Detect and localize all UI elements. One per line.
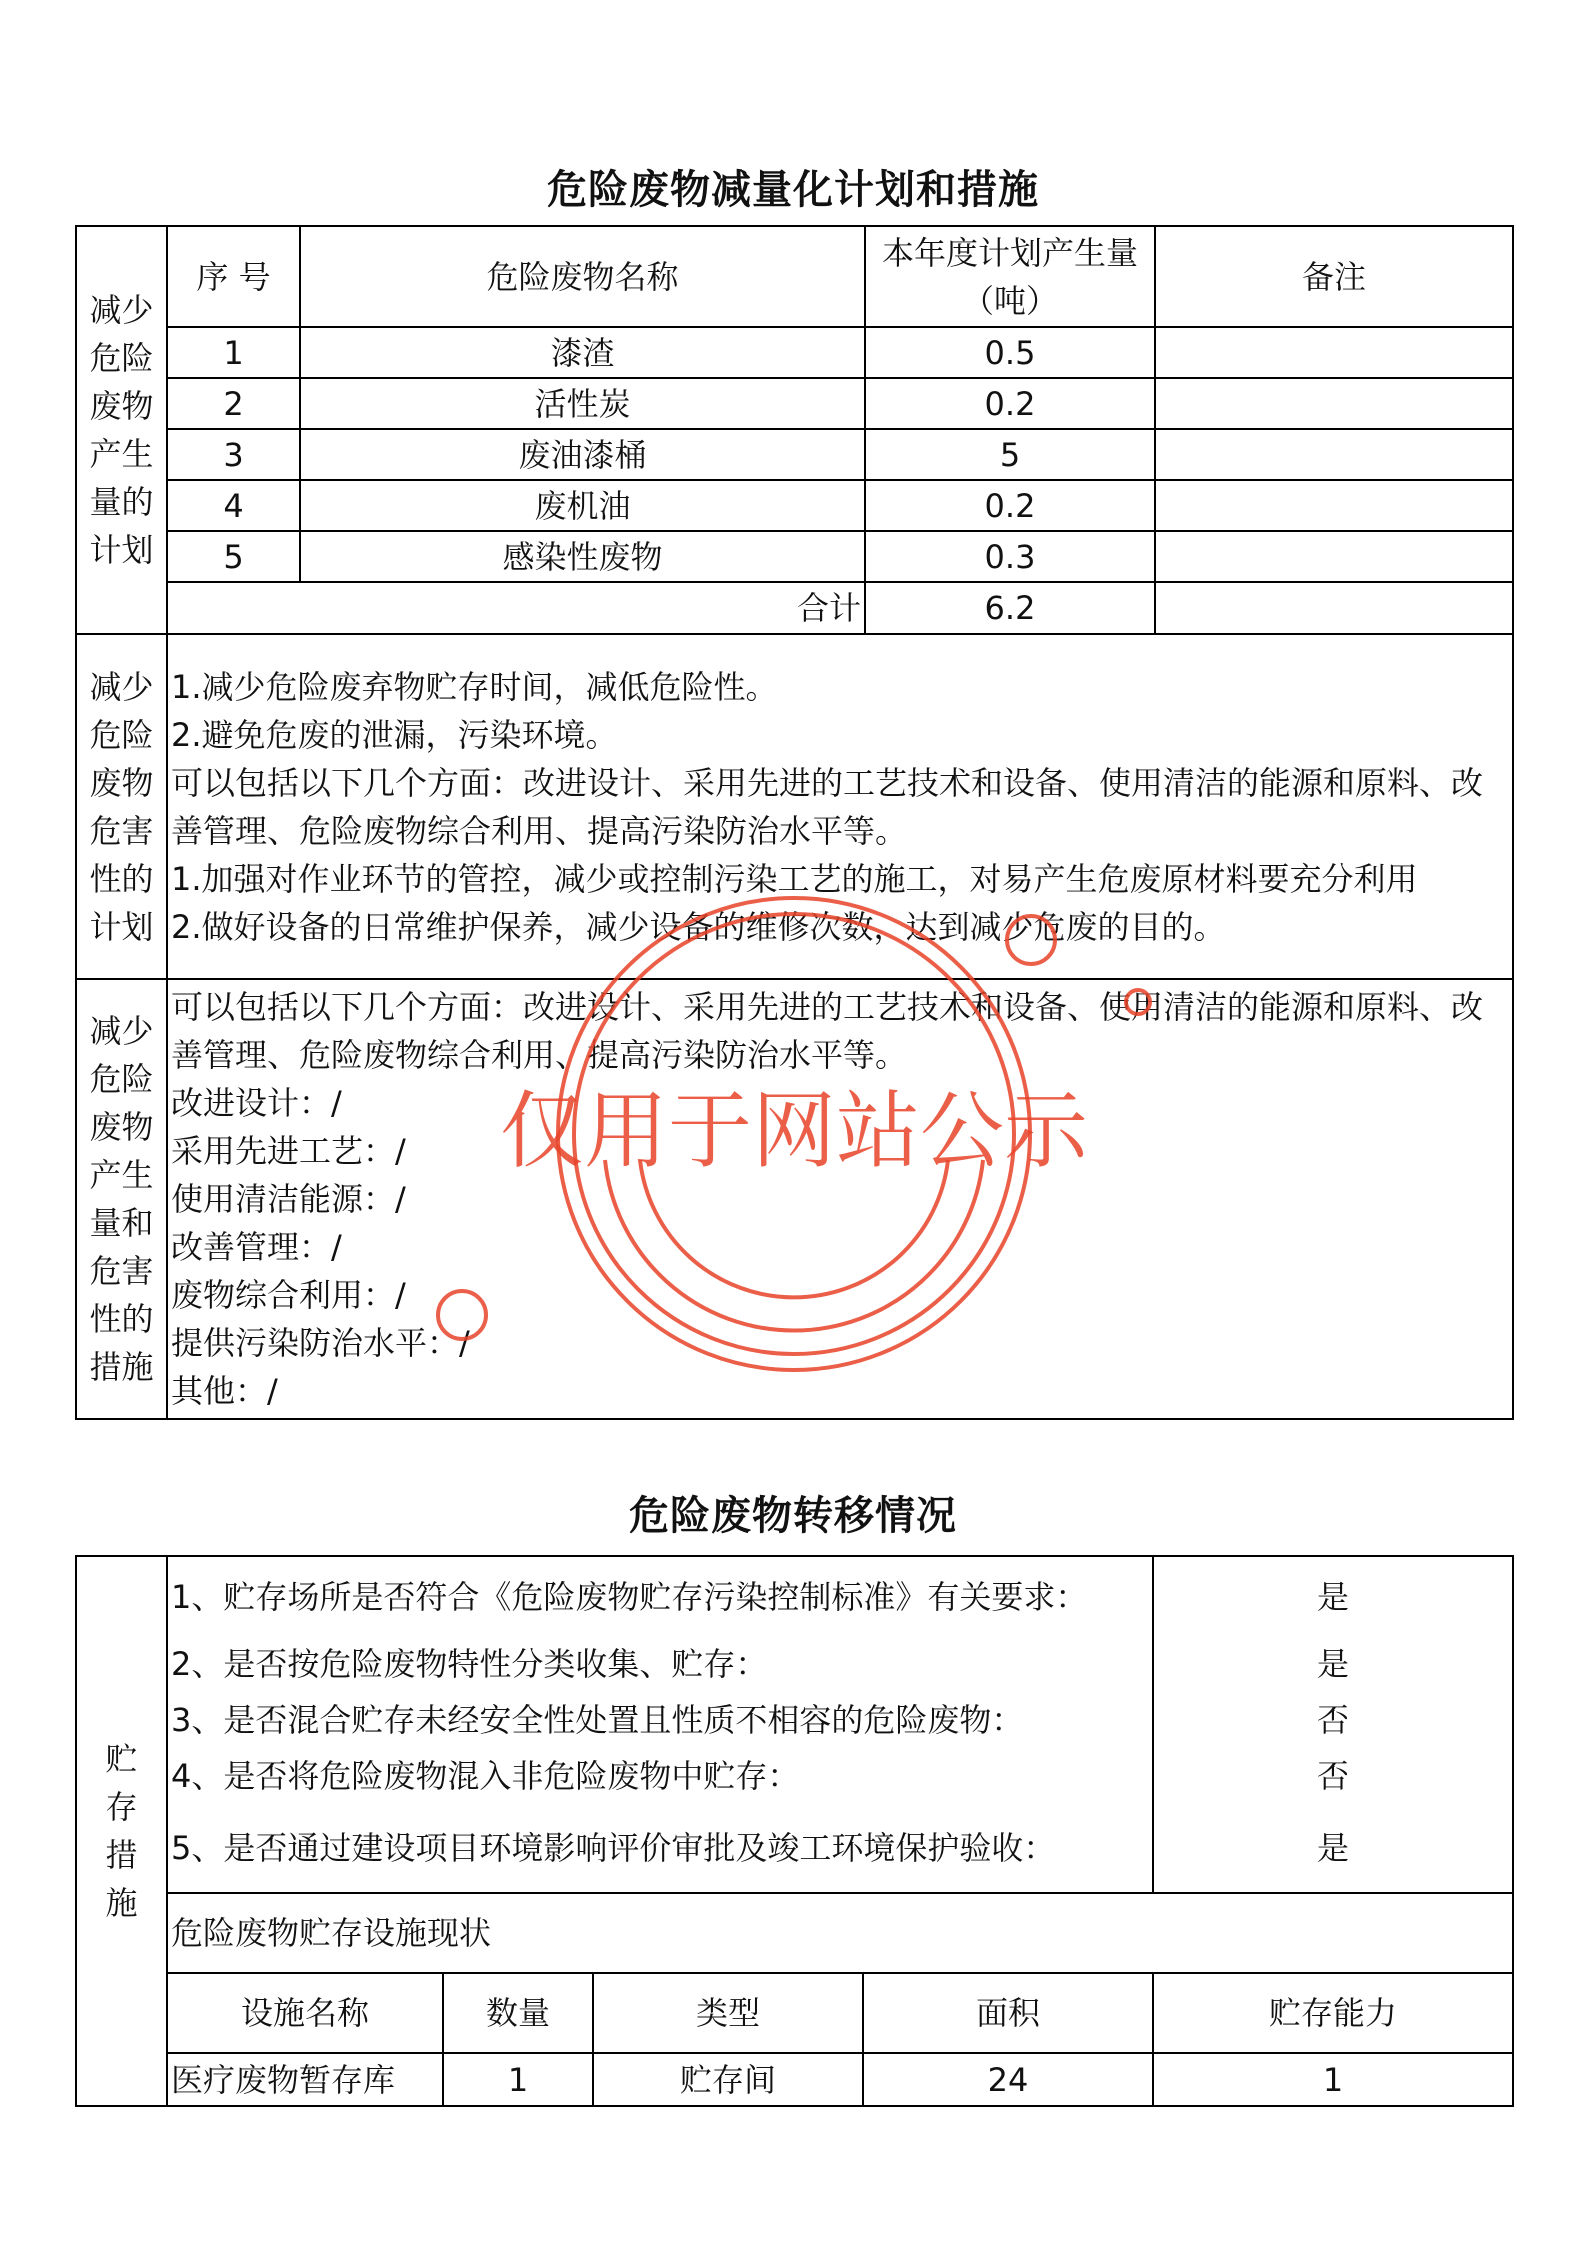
storage-section-label: 贮 存 措 施 <box>76 1556 167 2106</box>
answer-3: 否 <box>1153 1692 1513 1748</box>
table-row: 5 感染性废物 0.3 <box>76 531 1513 582</box>
header-name: 危险废物名称 <box>300 226 865 327</box>
total-label: 合计 <box>167 582 865 634</box>
table-row: 3 废油漆桶 5 <box>76 429 1513 480</box>
hazard-section-label: 减少 危险 废物 危害 性的 计划 <box>76 634 167 979</box>
header-amount: 本年度计划产生量（吨） <box>865 226 1155 327</box>
question-1: 1、贮存场所是否符合《危险废物贮存污染控制标准》有关要求： <box>167 1556 1153 1636</box>
measure-text: 可以包括以下几个方面：改进设计、采用先进的工艺技术和设备、使用清洁的能源和原料、改善管理、危险废物综合利用、提高污染防治水平等。 改进设计：/ 采用先进工艺：/ 使用清洁能源：/ 改善管理：/ 废物综合利用：/ 提供污染防治水平：/ 其他：/ <box>167 979 1513 1419</box>
table-row: 医疗废物暂存库 1 贮存间 24 1 <box>76 2053 1513 2106</box>
answer-5: 是 <box>1153 1804 1513 1893</box>
table-row: 1 漆渣 0.5 <box>76 327 1513 378</box>
question-2: 2、是否按危险废物特性分类收集、贮存： <box>167 1636 1153 1692</box>
total-row <box>76 582 1513 634</box>
facility-header-row: 设施名称 数量 类型 面积 贮存能力 <box>76 1973 1513 2053</box>
question-4: 4、是否将危险废物混入非危险废物中贮存： <box>167 1748 1153 1804</box>
question-3: 3、是否混合贮存未经安全性处置且性质不相容的危险废物： <box>167 1692 1153 1748</box>
measure-section-label: 减少 危险 废物 产生 量和 危害 性的 措施 <box>76 979 167 1419</box>
answer-1: 是 <box>1153 1556 1513 1636</box>
section-title-transfer: 危险废物转移情况 <box>629 1493 957 1539</box>
stamp-text: 仅用于网站公示 <box>499 1082 1089 1180</box>
page-title: 危险废物减量化计划和措施 <box>547 167 1039 213</box>
total-value: 6.2 <box>865 582 1155 634</box>
table-row: 2 活性炭 0.2 <box>76 378 1513 429</box>
plan-section-label: 减少 危险 废物 产生 量的 计划 <box>76 226 167 634</box>
reduction-plan-table <box>75 225 1514 1420</box>
header-no: 序 号 <box>167 226 300 327</box>
question-5: 5、是否通过建设项目环境影响评价审批及竣工环境保护验收： <box>167 1804 1153 1893</box>
facility-title: 危险废物贮存设施现状 <box>167 1893 1513 1973</box>
transfer-table <box>75 1555 1514 2107</box>
hazard-plan-text: 1.减少危险废弃物贮存时间，减低危险性。 2.避免危废的泄漏，污染环境。 可以包括以下几个方面：改进设计、采用先进的工艺技术和设备、使用清洁的能源和原料、改善管理、危险废物综合利用、提高污染防治水平等。 1.加强对作业环节的管控，减少或控制污染工艺的施工，对易产生危废原材料要充分利用 2.做好设备的日常维护保养，减少设备的维修次数，达到减少危废的目的。 <box>167 634 1513 979</box>
header-remark: 备注 <box>1155 226 1513 327</box>
answer-2: 是 <box>1153 1636 1513 1692</box>
answer-4: 否 <box>1153 1748 1513 1804</box>
table-row: 4 废机油 0.2 <box>76 480 1513 531</box>
